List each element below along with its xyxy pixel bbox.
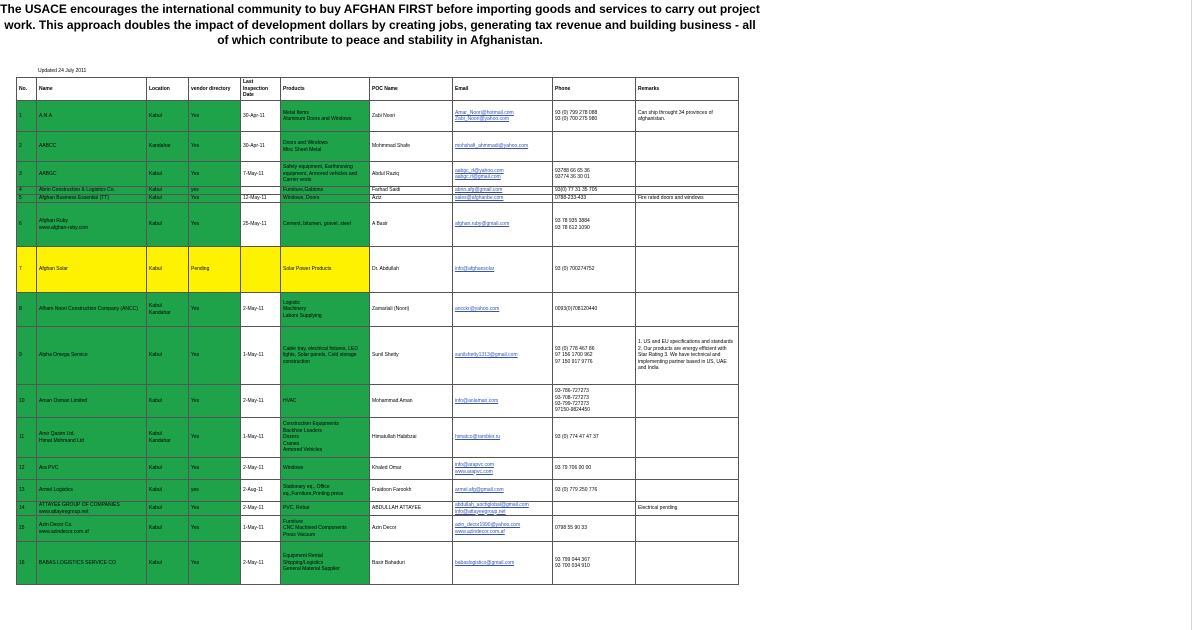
cell-name: AABCC bbox=[37, 132, 147, 162]
cell-poc-name: Basir Bahaduri bbox=[370, 542, 453, 585]
vendor-table bbox=[16, 77, 739, 585]
cell-poc-name: Sunil Shetty bbox=[370, 327, 453, 385]
cell-poc-name: Abdul Raziq bbox=[370, 162, 453, 187]
col-location: Location bbox=[147, 78, 189, 101]
cell-no: 6 bbox=[17, 203, 37, 247]
col-products: Products bbox=[281, 78, 370, 101]
cell-poc-name: ABDULLAH ATTAYEE bbox=[370, 502, 453, 516]
cell-remarks bbox=[636, 385, 739, 418]
cell-inspection-date: 1-May-11 bbox=[241, 327, 281, 385]
cell-phone: 0798 55 90 33 bbox=[553, 516, 636, 542]
cell-vendor-directory: Yes bbox=[189, 542, 241, 585]
cell-remarks bbox=[636, 458, 739, 480]
cell-location: Kandahar bbox=[147, 132, 189, 162]
page-edge bbox=[1191, 0, 1200, 630]
cell-no: 15 bbox=[17, 516, 37, 542]
cell-name: BABAS LOGISTICS SERVICE CO bbox=[37, 542, 147, 585]
cell-poc-name: Mohmmad Shafe bbox=[370, 132, 453, 162]
cell-inspection-date: 2-May-11 bbox=[241, 385, 281, 418]
table-row bbox=[17, 132, 739, 162]
cell-location: Kabul bbox=[147, 458, 189, 480]
cell-location: Kabul bbox=[147, 516, 189, 542]
col-poc-name: POC Name bbox=[370, 78, 453, 101]
cell-location: Kabul bbox=[147, 101, 189, 132]
cell-inspection-date: 2-May-11 bbox=[241, 458, 281, 480]
cell-inspection-date: 7-May-11 bbox=[241, 162, 281, 187]
cell-products: Furniture CNC Machined Components Press Vacuum bbox=[281, 516, 370, 542]
cell-name: AABGC bbox=[37, 162, 147, 187]
table-row bbox=[17, 542, 739, 585]
col-name: Name bbox=[37, 78, 147, 101]
cell-products: Stationary eq., Office eq.,Furniture,Printing press bbox=[281, 480, 370, 502]
col-email: Email bbox=[453, 78, 553, 101]
col-inspection-date: Last Inspection Date bbox=[241, 78, 281, 101]
cell-vendor-directory: Yes bbox=[189, 195, 241, 203]
cell-remarks: Can ship throught 34 provinces of afghanistan. bbox=[636, 101, 739, 132]
cell-no: 12 bbox=[17, 458, 37, 480]
cell-email[interactable]: mohshafi_ahmmadi@yahoo.com bbox=[453, 132, 553, 162]
cell-location: Kabul bbox=[147, 502, 189, 516]
cell-poc-name: Khaled Omar bbox=[370, 458, 453, 480]
cell-no: 11 bbox=[17, 418, 37, 458]
table-row bbox=[17, 327, 739, 385]
header-line-1: The USACE encourages the international community to buy AFGHAN FIRST before importing goods and services to carry out project bbox=[0, 2, 760, 16]
cell-email[interactable]: ancckr@yahoo.com bbox=[453, 293, 553, 327]
cell-inspection-date: 1-May-11 bbox=[241, 516, 281, 542]
cell-location: Kabul bbox=[147, 247, 189, 293]
cell-poc-name: Aziz bbox=[370, 195, 453, 203]
page-header bbox=[0, 2, 760, 49]
cell-email[interactable]: Amar_Noori@hotmail.com Zabi_Noori@yahoo.com bbox=[453, 101, 553, 132]
cell-products: Metal Items Aluminum Doors and Windows bbox=[281, 101, 370, 132]
cell-products: Equipment Rental Shipping/Logistics General Material Supplier bbox=[281, 542, 370, 585]
cell-vendor-directory: Yes bbox=[189, 101, 241, 132]
cell-phone: 93(0) 77 31 35 705 bbox=[553, 187, 636, 195]
cell-name: Afghan Business Essential (TT) bbox=[37, 195, 147, 203]
cell-email[interactable]: armel.afg@gmail.com bbox=[453, 480, 553, 502]
cell-vendor-directory: yes bbox=[189, 480, 241, 502]
cell-poc-name: Fraidoon Farookh bbox=[370, 480, 453, 502]
table-row bbox=[17, 502, 739, 516]
cell-poc-name: Azin Decor bbox=[370, 516, 453, 542]
cell-name: Abrin Construction & Logistics Co. bbox=[37, 187, 147, 195]
cell-remarks bbox=[636, 480, 739, 502]
table-row bbox=[17, 516, 739, 542]
cell-vendor-directory: Yes bbox=[189, 132, 241, 162]
cell-phone: 0788-233-433 bbox=[553, 195, 636, 203]
cell-email[interactable]: aabgc_rl@yahoo.com aabgc.rl@gmail.com bbox=[453, 162, 553, 187]
updated-date: Updated 24 July 2011 bbox=[38, 68, 87, 74]
cell-products: Windows, Doors bbox=[281, 195, 370, 203]
table-header-row bbox=[17, 78, 739, 101]
cell-vendor-directory: Yes bbox=[189, 385, 241, 418]
cell-no: 13 bbox=[17, 480, 37, 502]
cell-inspection-date: 1-May-11 bbox=[241, 418, 281, 458]
cell-poc-name: Himatullah Habibzai bbox=[370, 418, 453, 458]
col-remarks: Remarks bbox=[636, 78, 739, 101]
cell-phone: 93 (0) 774 47 47 37 bbox=[553, 418, 636, 458]
cell-vendor-directory: Yes bbox=[189, 458, 241, 480]
cell-name: Afghan Ruby www.afghan-ruby.com bbox=[37, 203, 147, 247]
cell-phone: 93 799 044 367 93 700 034 910 bbox=[553, 542, 636, 585]
cell-phone: 93 78 935 3884 93 78 612 1090 bbox=[553, 203, 636, 247]
cell-location: Kabul bbox=[147, 542, 189, 585]
table-row bbox=[17, 195, 739, 203]
cell-name: Amir Qasim Ltd. Himat Mohmand Ltd bbox=[37, 418, 147, 458]
cell-remarks bbox=[636, 516, 739, 542]
cell-phone: 93 79 706 00 00 bbox=[553, 458, 636, 480]
cell-inspection-date: 2-Aug-11 bbox=[241, 480, 281, 502]
cell-name: Aman Osman Limited bbox=[37, 385, 147, 418]
table-row bbox=[17, 187, 739, 195]
cell-no: 5 bbox=[17, 195, 37, 203]
cell-email[interactable]: info@arapvc.com www.arapvc.com bbox=[453, 458, 553, 480]
header-line-2: work. This approach doubles the impact of development dollars by creating jobs, generating tax revenue and building business - all bbox=[4, 17, 756, 32]
cell-products: Furniture,Gabions bbox=[281, 187, 370, 195]
cell-inspection-date bbox=[241, 187, 281, 195]
cell-location: Kabul bbox=[147, 385, 189, 418]
cell-products: Safety equipment, Earthmoving equipment, Armored vehicles and Carrier vests bbox=[281, 162, 370, 187]
cell-location: Kabul Kandahar bbox=[147, 418, 189, 458]
cell-phone: 93 (0) 700274752 bbox=[553, 247, 636, 293]
cell-products: Doors and Windows Misc Sheet Metal bbox=[281, 132, 370, 162]
cell-poc-name: Zamariali (Noori) bbox=[370, 293, 453, 327]
cell-vendor-directory: Yes bbox=[189, 293, 241, 327]
cell-location: Kabul bbox=[147, 187, 189, 195]
cell-remarks bbox=[636, 132, 739, 162]
cell-products: Logistic Machinery Labors Supplying bbox=[281, 293, 370, 327]
cell-inspection-date: 25-May-11 bbox=[241, 203, 281, 247]
cell-email[interactable]: babaslogistics@gmail.com bbox=[453, 542, 553, 585]
cell-email[interactable]: abdullah_aochglobal@gmail.com info@attayeegroup.net bbox=[453, 502, 553, 516]
cell-name: Armel Logistics bbox=[37, 480, 147, 502]
cell-location: Kabul bbox=[147, 327, 189, 385]
cell-email[interactable]: himatco@rambler.ru bbox=[453, 418, 553, 458]
table-row bbox=[17, 385, 739, 418]
cell-phone: 0093(0)708120440 bbox=[553, 293, 636, 327]
table-row bbox=[17, 480, 739, 502]
cell-location: Kabul bbox=[147, 162, 189, 187]
cell-no: 8 bbox=[17, 293, 37, 327]
cell-no: 16 bbox=[17, 542, 37, 585]
cell-name: Afghan Solar bbox=[37, 247, 147, 293]
cell-phone bbox=[553, 502, 636, 516]
cell-name: Alpha Omega Service bbox=[37, 327, 147, 385]
cell-remarks: Electrical pending bbox=[636, 502, 739, 516]
cell-remarks: Fire rated doors and windows bbox=[636, 195, 739, 203]
cell-email[interactable]: abrin.afg@gmail.com bbox=[453, 187, 553, 195]
cell-inspection-date: 30-Apr-11 bbox=[241, 132, 281, 162]
cell-no: 3 bbox=[17, 162, 37, 187]
cell-name: Ara PVC bbox=[37, 458, 147, 480]
cell-name: ATTAYEE GROUP OF COMPANIES www.attayeegroup.net bbox=[37, 502, 147, 516]
cell-products: Construction Equipments Backhoe Loaders Dozers Cranes Armored Vehicles bbox=[281, 418, 370, 458]
cell-poc-name: Farhad Saidi bbox=[370, 187, 453, 195]
cell-inspection-date: 12-May-11 bbox=[241, 195, 281, 203]
cell-vendor-directory: Yes bbox=[189, 203, 241, 247]
cell-inspection-date: 30-Apr-11 bbox=[241, 101, 281, 132]
cell-no: 10 bbox=[17, 385, 37, 418]
cell-vendor-directory: Yes bbox=[189, 418, 241, 458]
cell-inspection-date: 2-May-11 bbox=[241, 542, 281, 585]
cell-location: Kabul bbox=[147, 203, 189, 247]
table-row bbox=[17, 247, 739, 293]
cell-no: 1 bbox=[17, 101, 37, 132]
header-line-3: of which contribute to peace and stability in Afghanistan. bbox=[217, 33, 543, 47]
cell-no: 7 bbox=[17, 247, 37, 293]
table-row bbox=[17, 458, 739, 480]
cell-poc-name: Mohammad Aman bbox=[370, 385, 453, 418]
cell-phone: 93-786-727273 93-708-727273 93-799-727273 97150-9824450 bbox=[553, 385, 636, 418]
cell-remarks bbox=[636, 203, 739, 247]
table-row bbox=[17, 293, 739, 327]
cell-phone bbox=[553, 132, 636, 162]
cell-name: A.N.A bbox=[37, 101, 147, 132]
table-row bbox=[17, 203, 739, 247]
table-row bbox=[17, 418, 739, 458]
cell-remarks bbox=[636, 162, 739, 187]
cell-products: Cement, bitumen, gravel, steel bbox=[281, 203, 370, 247]
cell-no: 14 bbox=[17, 502, 37, 516]
cell-no: 4 bbox=[17, 187, 37, 195]
cell-poc-name: A Basir bbox=[370, 203, 453, 247]
cell-products: PVC, Rebar bbox=[281, 502, 370, 516]
table-row bbox=[17, 162, 739, 187]
cell-products: Solar Power Products bbox=[281, 247, 370, 293]
cell-inspection-date: 2-May-11 bbox=[241, 293, 281, 327]
cell-no: 9 bbox=[17, 327, 37, 385]
cell-inspection-date bbox=[241, 247, 281, 293]
cell-products: HVAC bbox=[281, 385, 370, 418]
cell-inspection-date: 2-May-11 bbox=[241, 502, 281, 516]
cell-email[interactable]: afghan.ruby@gmail.com bbox=[453, 203, 553, 247]
table-body bbox=[17, 101, 739, 585]
cell-location: Kabul bbox=[147, 195, 189, 203]
col-vendor-directory: vendor directory bbox=[189, 78, 241, 101]
cell-remarks bbox=[636, 542, 739, 585]
cell-vendor-directory: Yes bbox=[189, 327, 241, 385]
cell-remarks bbox=[636, 293, 739, 327]
cell-vendor-directory: Yes bbox=[189, 162, 241, 187]
cell-phone: 93 (0) 778 467 86 97 156 1700 962 97 150 917 9776 bbox=[553, 327, 636, 385]
cell-no: 2 bbox=[17, 132, 37, 162]
cell-email[interactable]: azin_decor1990@yahoo.com www.azindecor.com.af bbox=[453, 516, 553, 542]
cell-products: Cable tray, electrical fixtures, LED lights, Solar panels, Cold storage construction bbox=[281, 327, 370, 385]
cell-phone: 93 (0) 799 278 088 93 (0) 700 275 980 bbox=[553, 101, 636, 132]
cell-poc-name: Zabi Noori bbox=[370, 101, 453, 132]
cell-poc-name: Dr. Abdullah bbox=[370, 247, 453, 293]
cell-email[interactable]: info@aolaman.com bbox=[453, 385, 553, 418]
cell-vendor-directory: Pending bbox=[189, 247, 241, 293]
cell-products: Windows bbox=[281, 458, 370, 480]
cell-phone: 93788 66 65 36 93774 36 30 01 bbox=[553, 162, 636, 187]
cell-vendor-directory: yes bbox=[189, 187, 241, 195]
table-row bbox=[17, 101, 739, 132]
cell-vendor-directory: Yes bbox=[189, 502, 241, 516]
cell-email[interactable]: sales@afghanbe.com bbox=[453, 195, 553, 203]
cell-remarks bbox=[636, 418, 739, 458]
cell-name: Azin Decor Co. www.azindecor.com.af bbox=[37, 516, 147, 542]
cell-location: Kabul bbox=[147, 480, 189, 502]
cell-email[interactable]: sunilshetty1313@gmail.com bbox=[453, 327, 553, 385]
cell-remarks bbox=[636, 187, 739, 195]
col-phone: Phone bbox=[553, 78, 636, 101]
cell-remarks: 1. US and EU specifications and standards 2. Our products are energy efficient with Star Rating 3. We have technical and implementing partner based in US, UAE and India bbox=[636, 327, 739, 385]
cell-email[interactable]: info@afghansolar bbox=[453, 247, 553, 293]
cell-name: Afham Noori Construction Company (ANCC) bbox=[37, 293, 147, 327]
cell-remarks bbox=[636, 247, 739, 293]
cell-location: Kabul Kandahar bbox=[147, 293, 189, 327]
cell-vendor-directory: Yes bbox=[189, 516, 241, 542]
col-no: No. bbox=[17, 78, 37, 101]
cell-phone: 93 (0) 779 250 776 bbox=[553, 480, 636, 502]
